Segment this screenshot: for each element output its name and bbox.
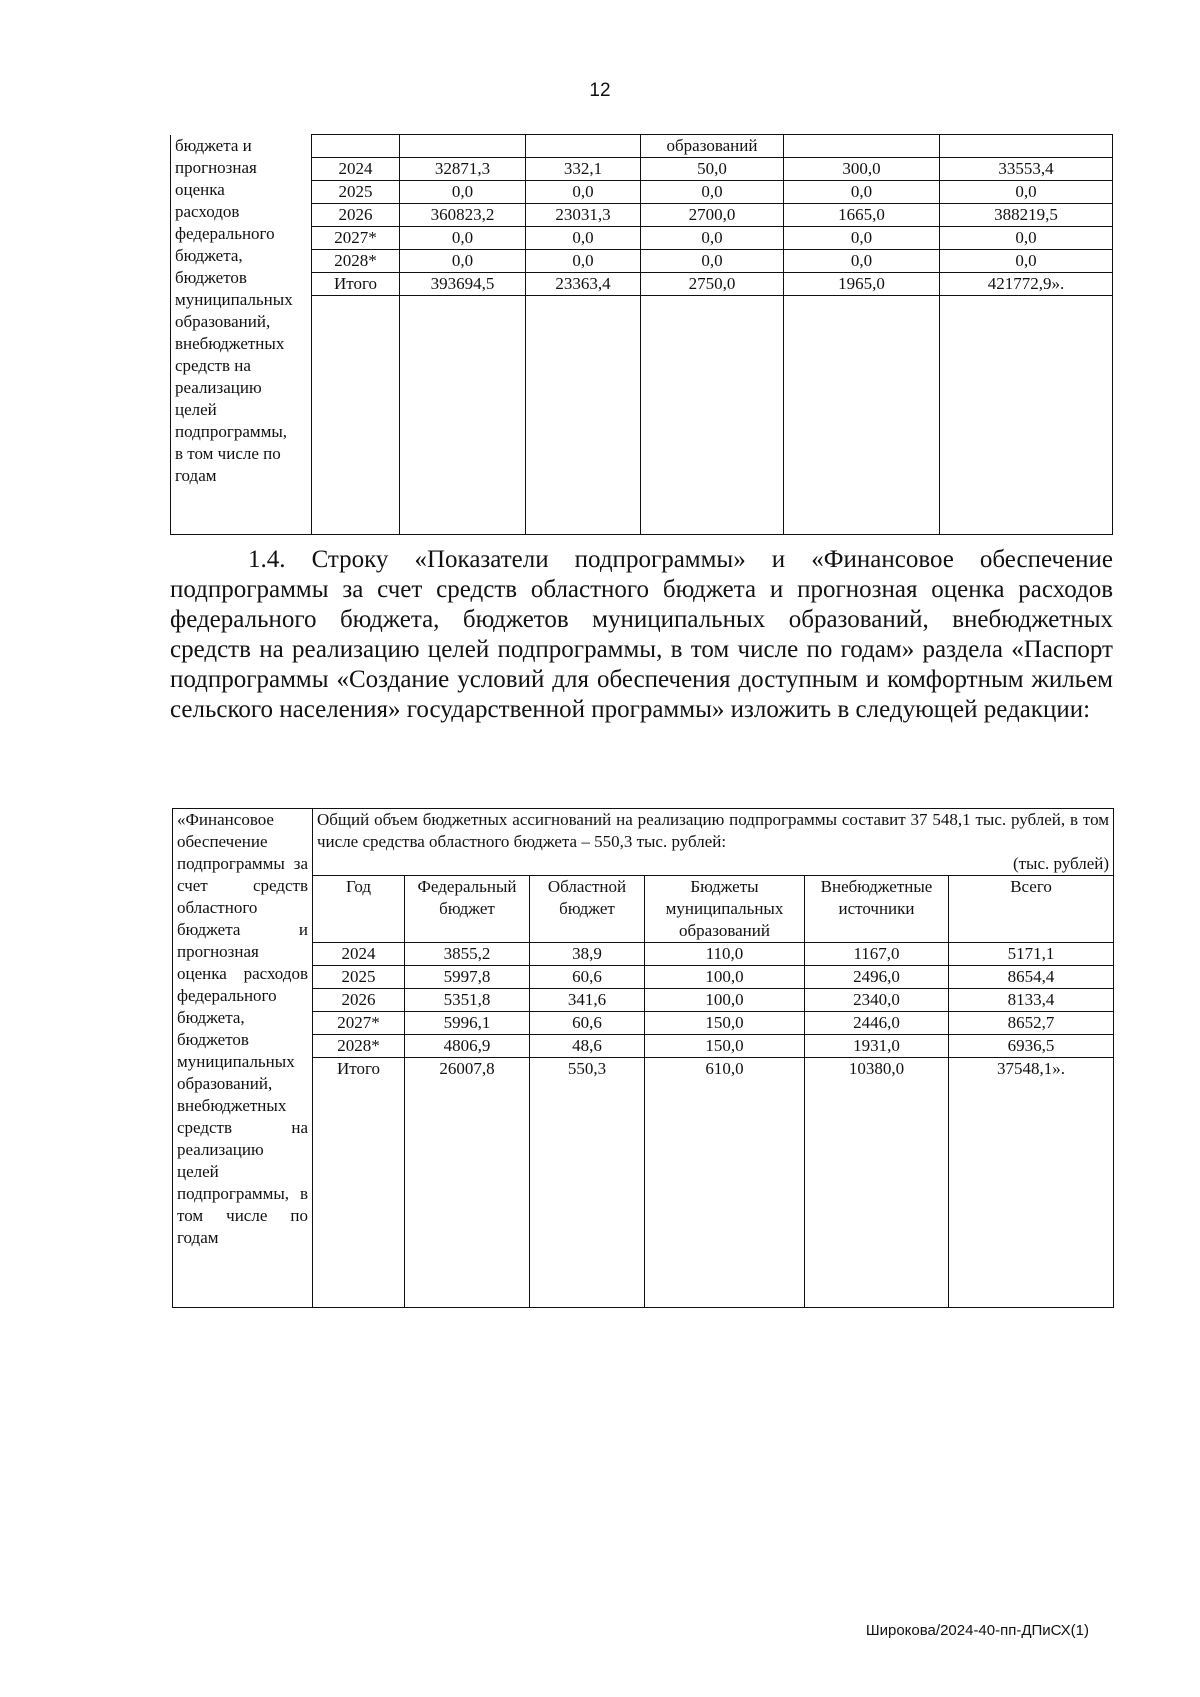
header-cell xyxy=(400,135,526,158)
extra-cell: 0,0 xyxy=(784,250,940,273)
year-cell: 2028* xyxy=(313,1035,405,1058)
municipal-cell: 150,0 xyxy=(645,1012,805,1035)
intro-text: Общий объем бюджетных ассигнований на реализацию подпрограммы составит 37 548,1 тыс. рублей, в том числе средства областного бюджета – 550,3 тыс. рублей: xyxy=(317,810,1110,851)
extra-cell: 1665,0 xyxy=(784,204,940,227)
table-row xyxy=(171,135,1113,158)
extra-cell: 0,0 xyxy=(784,181,940,204)
municipal-cell: 100,0 xyxy=(645,966,805,989)
federal-cell: 0,0 xyxy=(400,181,526,204)
label-line: муниципальных xyxy=(175,289,293,309)
total-cell: 8652,7 xyxy=(949,1012,1114,1035)
table-row xyxy=(171,204,1113,227)
total-cell: 8654,4 xyxy=(949,966,1114,989)
table-row xyxy=(171,250,1113,273)
label-line: прогнозная xyxy=(175,157,257,177)
column-header-federal: Федеральный бюджет xyxy=(405,876,530,943)
federal-cell: 5996,1 xyxy=(405,1012,530,1035)
label-line: бюджета и xyxy=(175,135,252,155)
federal-cell: 5351,8 xyxy=(405,989,530,1012)
column-header-total: Всего xyxy=(949,876,1114,943)
municipal-cell: 0,0 xyxy=(641,227,784,250)
extra-cell: 10380,0 xyxy=(805,1058,949,1308)
regional-cell: 0,0 xyxy=(526,250,641,273)
total-cell: 37548,1». xyxy=(949,1058,1114,1308)
label-line: бюджета, xyxy=(175,245,243,265)
municipal-cell: 100,0 xyxy=(645,989,805,1012)
extra-cell: 1167,0 xyxy=(805,943,949,966)
municipal-cell: 2750,0 xyxy=(641,273,784,296)
page-number: 12 xyxy=(589,80,611,101)
extra-cell: 1965,0 xyxy=(784,273,940,296)
header-cell: образований xyxy=(641,135,784,158)
regional-cell: 60,6 xyxy=(530,966,645,989)
federal-cell: 0,0 xyxy=(400,250,526,273)
empty-cell xyxy=(312,296,400,535)
federal-cell: 0,0 xyxy=(400,227,526,250)
table-row xyxy=(173,943,1114,966)
year-cell: 2024 xyxy=(313,943,405,966)
label-line: реализацию xyxy=(175,377,262,397)
regional-cell: 48,6 xyxy=(530,1035,645,1058)
table-row xyxy=(173,1012,1114,1035)
table-row xyxy=(171,158,1113,181)
total-cell: 0,0 xyxy=(940,227,1113,250)
municipal-cell: 0,0 xyxy=(641,181,784,204)
regional-cell: 0,0 xyxy=(526,181,641,204)
table-row xyxy=(171,227,1113,250)
table-row xyxy=(173,1035,1114,1058)
total-cell: 6936,5 xyxy=(949,1035,1114,1058)
empty-cell xyxy=(784,296,940,535)
extra-cell: 2446,0 xyxy=(805,1012,949,1035)
column-header-year: Год xyxy=(313,876,405,943)
column-header-regional: Областной бюджет xyxy=(530,876,645,943)
regional-cell: 23031,3 xyxy=(526,204,641,227)
label-line: федерального xyxy=(175,223,275,243)
table-row xyxy=(171,273,1113,296)
year-cell: 2027* xyxy=(312,227,400,250)
label-line: средств на xyxy=(175,355,251,375)
regional-cell: 0,0 xyxy=(526,227,641,250)
empty-cell xyxy=(641,296,784,535)
label-line: целей xyxy=(175,399,217,419)
label-line: образований, xyxy=(175,311,271,331)
municipal-cell: 2700,0 xyxy=(641,204,784,227)
column-header-extra: Внебюджетные источники xyxy=(805,876,949,943)
intro-cell xyxy=(313,809,1114,876)
extra-cell: 300,0 xyxy=(784,158,940,181)
regional-cell: 550,3 xyxy=(530,1058,645,1308)
federal-cell: 26007,8 xyxy=(405,1058,530,1308)
table-row xyxy=(173,966,1114,989)
label-line: внебюджетных xyxy=(175,333,285,353)
column-header-municipal: Бюджеты муниципальных образований xyxy=(645,876,805,943)
federal-cell: 360823,2 xyxy=(400,204,526,227)
label-line: расходов xyxy=(175,201,240,221)
municipal-cell: 150,0 xyxy=(645,1035,805,1058)
header-cell xyxy=(312,135,400,158)
year-cell: 2026 xyxy=(312,204,400,227)
total-cell: 388219,5 xyxy=(940,204,1113,227)
total-cell: 421772,9». xyxy=(940,273,1113,296)
budget-table-new xyxy=(172,808,1114,1308)
label-line: бюджетов xyxy=(175,267,247,287)
year-cell: Итого xyxy=(312,273,400,296)
federal-cell: 5997,8 xyxy=(405,966,530,989)
extra-cell: 2496,0 xyxy=(805,966,949,989)
label-line: оценка xyxy=(175,179,225,199)
municipal-cell: 110,0 xyxy=(645,943,805,966)
regional-cell: 341,6 xyxy=(530,989,645,1012)
header-cell xyxy=(940,135,1113,158)
federal-cell: 32871,3 xyxy=(400,158,526,181)
federal-cell: 393694,5 xyxy=(400,273,526,296)
header-cell xyxy=(526,135,641,158)
year-cell: 2026 xyxy=(313,989,405,1012)
year-cell: 2024 xyxy=(312,158,400,181)
table-row xyxy=(173,1058,1114,1308)
empty-cell xyxy=(400,296,526,535)
extra-cell: 1931,0 xyxy=(805,1035,949,1058)
row-label xyxy=(171,135,312,535)
federal-cell: 3855,2 xyxy=(405,943,530,966)
table-header-row xyxy=(173,876,1114,943)
year-cell: Итого xyxy=(313,1058,405,1308)
regional-cell: 38,9 xyxy=(530,943,645,966)
total-cell: 0,0 xyxy=(940,181,1113,204)
label-line: в том числе по xyxy=(175,443,281,463)
header-cell xyxy=(784,135,940,158)
regional-cell: 60,6 xyxy=(530,1012,645,1035)
units-label: (тыс. рублей) xyxy=(1012,854,1110,873)
budget-table-continued xyxy=(170,134,1113,535)
total-cell: 8133,4 xyxy=(949,989,1114,1012)
extra-cell: 2340,0 xyxy=(805,989,949,1012)
amendment-paragraph xyxy=(170,545,1113,725)
federal-cell: 4806,9 xyxy=(405,1035,530,1058)
table-row xyxy=(173,989,1114,1012)
municipal-cell: 0,0 xyxy=(641,250,784,273)
year-cell: 2028* xyxy=(312,250,400,273)
table-row xyxy=(173,809,1114,876)
table-row xyxy=(171,181,1113,204)
paragraph-text: 1.4. Строку «Показатели подпрограммы» и «Финансовое обеспечение подпрограммы за счет средств областного бюджета и прогнозная оценка расходов федерального бюджета, бюджетов муниципальных образований, внебюджетных средств на реализацию целей подпрограммы, в том числе по годам» раздела «Паспорт подпрограммы «Создание условий для обеспечения доступным и комфортным жильем сельского населения» государственной программы» изложить в следующей редакции: xyxy=(170,546,1113,723)
regional-cell: 23363,4 xyxy=(526,273,641,296)
empty-cell xyxy=(940,296,1113,535)
total-cell: 33553,4 xyxy=(940,158,1113,181)
empty-cell xyxy=(526,296,641,535)
municipal-cell: 50,0 xyxy=(641,158,784,181)
document-footer: Широкова/2024-40-пп-ДПиСХ(1) xyxy=(865,1622,1089,1639)
regional-cell: 332,1 xyxy=(526,158,641,181)
total-cell: 5171,1 xyxy=(949,943,1114,966)
label-line: подпрограммы, xyxy=(175,421,288,441)
municipal-cell: 610,0 xyxy=(645,1058,805,1308)
row-label: «Финансовое обеспечение подпрограммы за счет средств областного бюджета и прогнозная оценка расходов федерального бюджета, бюджетов муниципальных образований, внебюджетных средств на реализацию целей подпрограммы, в том числе по годам xyxy=(173,809,313,1308)
table-row-filler xyxy=(171,296,1113,535)
label-line: годам xyxy=(175,465,217,485)
year-cell: 2025 xyxy=(312,181,400,204)
total-cell: 0,0 xyxy=(940,250,1113,273)
extra-cell: 0,0 xyxy=(784,227,940,250)
year-cell: 2027* xyxy=(313,1012,405,1035)
year-cell: 2025 xyxy=(313,966,405,989)
